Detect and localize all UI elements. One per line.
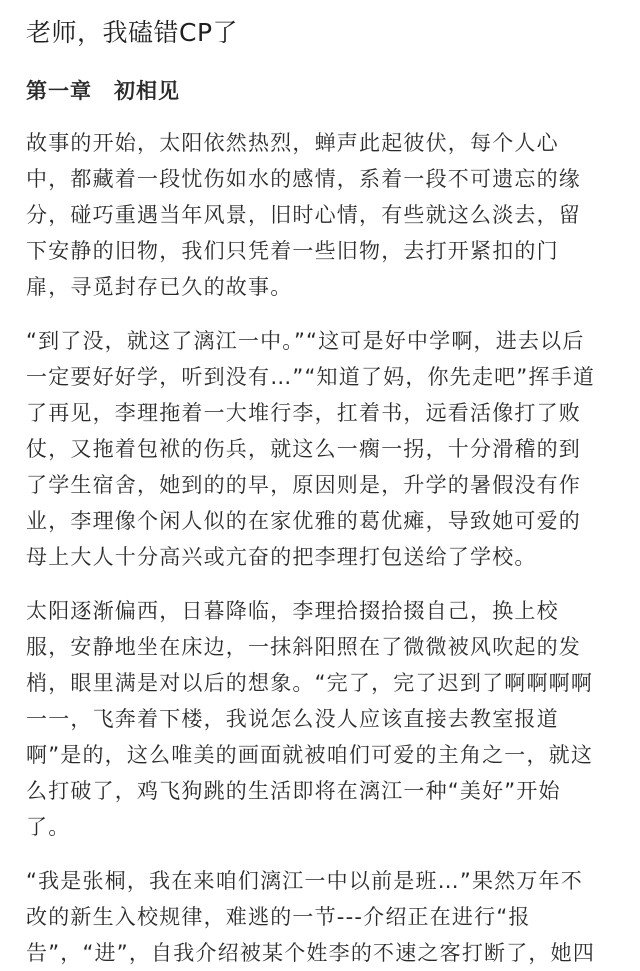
text-line: 梢，眼里满是对以后的想象。“完了，完了迟到了啊啊啊啊 <box>26 671 594 695</box>
article-title: 老师，我磕错CP了 <box>26 18 239 47</box>
text-line: 服，安静地坐在床边，一抹斜阳照在了微微被风吹起的发 <box>26 635 581 659</box>
text-line: 仗，又拖着包袱的伤兵，就这么一瘸一拐，十分滑稽的到 <box>26 437 581 461</box>
chapter-heading: 第一章 初相见 <box>26 79 180 103</box>
text-line: 告”，“进”，自我介绍被某个姓李的不速之客打断了，她四 <box>26 941 596 965</box>
text-line: 了学生宿舍，她到的的早，原因则是，升学的暑假没有作 <box>26 473 581 497</box>
text-line: 了。 <box>26 815 71 839</box>
text-line: 么打破了，鸡飞狗跳的生活即将在漓江一种“美好”开始 <box>26 779 561 803</box>
text-line: 扉，寻觅封存已久的故事。 <box>26 275 293 299</box>
text-line: 太阳逐渐偏西，日暮降临，李理拾掇拾掇自己，换上校 <box>26 599 559 623</box>
text-line: 下安静的旧物，我们只凭着一些旧物，去打开紧扣的门 <box>26 239 559 263</box>
text-line: 一定要好好学，听到没有…”“知道了妈，你先走吧”挥手道 <box>26 365 596 389</box>
text-line: 了再见，李理拖着一大堆行李，扛着书，远看活像打了败 <box>26 401 581 425</box>
paragraph-2 <box>26 323 622 575</box>
text-line: 母上大人十分高兴或亢奋的把李理打包送给了学校。 <box>26 545 537 569</box>
paragraph-4 <box>26 863 622 971</box>
paragraph-1 <box>26 125 622 305</box>
text-line: 一一，飞奔着下楼，我说怎么没人应该直接去教室报道 <box>26 707 559 731</box>
text-line: 中，都藏着一段忧伤如水的感情，系着一段不可遗忘的缘 <box>26 167 581 191</box>
text-line: 啊”是的，这么唯美的画面就被咱们可爱的主角之一，就这 <box>26 743 594 767</box>
text-line: “到了没，就这了漓江一中。”“这可是好中学啊，进去以后 <box>26 329 585 353</box>
paragraph-3 <box>26 593 622 845</box>
text-line: “我是张桐，我在来咱们漓江一中以前是班…”果然万年不 <box>26 869 583 893</box>
text-line: 改的新生入校规律，难逃的一节---介绍正在进行“报 <box>26 905 531 929</box>
text-line: 业，李理像个闲人似的在家优雅的葛优瘫，导致她可爱的 <box>26 509 581 533</box>
text-line: 故事的开始，太阳依然热烈，蝉声此起彼伏，每个人心 <box>26 131 559 155</box>
text-line: 分，碰巧重遇当年风景，旧时心情，有些就这么淡去，留 <box>26 203 581 227</box>
